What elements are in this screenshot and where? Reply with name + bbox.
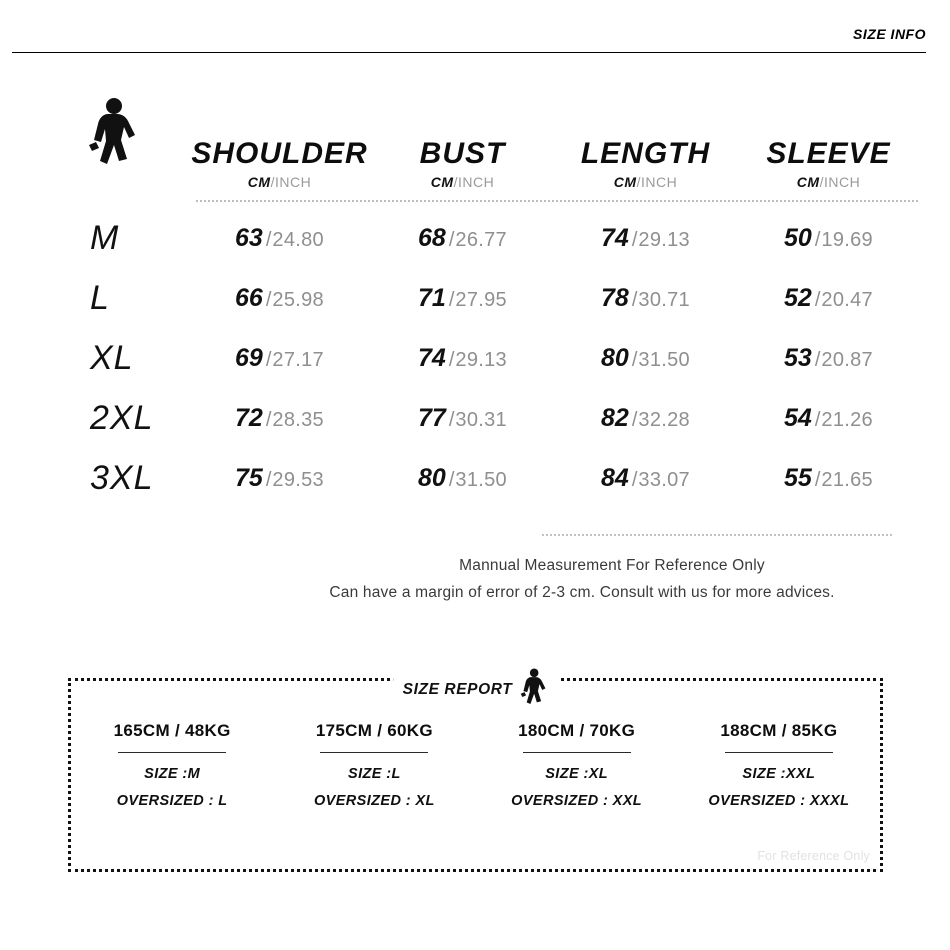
column-units-length: CM/INCH bbox=[613, 174, 678, 190]
column-header-length bbox=[554, 96, 737, 194]
cell-shoulder: 69 /27.17 bbox=[235, 343, 324, 372]
report-divider bbox=[320, 752, 428, 753]
row-size-label: 2XL bbox=[90, 398, 154, 437]
table-header-divider bbox=[40, 194, 920, 208]
report-size: SIZE :XXL bbox=[742, 766, 816, 782]
report-height-weight: 165CM / 48KG bbox=[113, 721, 231, 740]
cell-bust: 77 /30.31 bbox=[418, 403, 507, 432]
report-size: SIZE :L bbox=[348, 766, 401, 782]
report-oversized: OVERSIZED : XL bbox=[313, 793, 435, 809]
size-report-panel bbox=[68, 678, 883, 872]
cell-sleeve: 54 /21.26 bbox=[784, 403, 873, 432]
report-column bbox=[678, 721, 880, 809]
cell-length: 78 /30.71 bbox=[601, 283, 690, 312]
column-name-sleeve: SLEEVE bbox=[766, 137, 891, 170]
cell-sleeve: 50 /19.69 bbox=[784, 223, 873, 252]
row-size-label: M bbox=[90, 218, 120, 257]
header-divider bbox=[12, 52, 926, 53]
table-row bbox=[40, 388, 920, 448]
table-header-row bbox=[40, 96, 920, 194]
cell-length: 84 /33.07 bbox=[601, 463, 690, 492]
row-size-label: XL bbox=[90, 338, 134, 377]
column-units-bust: CM/INCH bbox=[430, 174, 495, 190]
report-column bbox=[273, 721, 475, 809]
note-line-1: Mannual Measurement For Reference Only bbox=[459, 557, 765, 574]
report-height-weight: 188CM / 85KG bbox=[720, 721, 838, 740]
cell-shoulder: 72 /28.35 bbox=[235, 403, 324, 432]
cell-bust: 74 /29.13 bbox=[418, 343, 507, 372]
cell-sleeve: 52 /20.47 bbox=[784, 283, 873, 312]
column-name-bust: BUST bbox=[419, 137, 506, 170]
cell-length: 80 /31.50 bbox=[601, 343, 690, 372]
report-column bbox=[476, 721, 678, 809]
row-size-label: 3XL bbox=[90, 458, 154, 497]
cell-bust: 68 /26.77 bbox=[418, 223, 507, 252]
report-divider bbox=[725, 752, 833, 753]
walking-man-icon bbox=[40, 96, 188, 194]
column-name-shoulder: SHOULDER bbox=[191, 137, 368, 170]
page-header bbox=[853, 26, 926, 42]
size-report-label: SIZE REPORT bbox=[402, 681, 513, 698]
cell-bust: 80 /31.50 bbox=[418, 463, 507, 492]
watermark-text: For Reference Only bbox=[757, 849, 870, 863]
cell-length: 82 /32.28 bbox=[601, 403, 690, 432]
report-size: SIZE :M bbox=[144, 766, 201, 782]
report-oversized: OVERSIZED : L bbox=[116, 793, 228, 809]
walking-man-icon bbox=[520, 668, 548, 712]
column-name-length: LENGTH bbox=[580, 137, 711, 170]
cell-sleeve: 53 /20.87 bbox=[784, 343, 873, 372]
report-divider bbox=[118, 752, 226, 753]
size-chart bbox=[0, 96, 950, 508]
note-line-2: Can have a margin of error of 2-3 cm. Consult with us for more advices. bbox=[329, 584, 835, 602]
report-divider bbox=[523, 752, 631, 753]
report-oversized: OVERSIZED : XXXL bbox=[708, 793, 850, 809]
table-row bbox=[40, 268, 920, 328]
cell-shoulder: 75 /29.53 bbox=[235, 463, 324, 492]
row-size-label: L bbox=[90, 278, 110, 317]
cell-shoulder: 63 /24.80 bbox=[235, 223, 324, 252]
page-title: SIZE INFO bbox=[853, 26, 926, 42]
size-table bbox=[40, 96, 920, 508]
cell-sleeve: 55 /21.65 bbox=[784, 463, 873, 492]
measurement-note bbox=[272, 534, 892, 606]
report-height-weight: 180CM / 70KG bbox=[518, 721, 636, 740]
cell-shoulder: 66 /25.98 bbox=[235, 283, 324, 312]
report-height-weight: 175CM / 60KG bbox=[315, 721, 433, 740]
cell-bust: 71 /27.95 bbox=[418, 283, 507, 312]
column-units-shoulder: CM/INCH bbox=[247, 174, 312, 190]
report-oversized: OVERSIZED : XXL bbox=[511, 793, 643, 809]
note-dotted-rule bbox=[542, 534, 892, 536]
table-row bbox=[40, 328, 920, 388]
table-row bbox=[40, 448, 920, 508]
column-units-sleeve: CM/INCH bbox=[796, 174, 861, 190]
dotted-rule bbox=[196, 200, 918, 202]
report-size: SIZE :XL bbox=[545, 766, 609, 782]
size-report-badge bbox=[393, 668, 559, 712]
column-header-shoulder bbox=[188, 96, 371, 194]
report-column bbox=[71, 721, 273, 809]
cell-length: 74 /29.13 bbox=[601, 223, 690, 252]
column-header-bust bbox=[371, 96, 554, 194]
column-header-sleeve bbox=[737, 96, 920, 194]
table-row bbox=[40, 208, 920, 268]
